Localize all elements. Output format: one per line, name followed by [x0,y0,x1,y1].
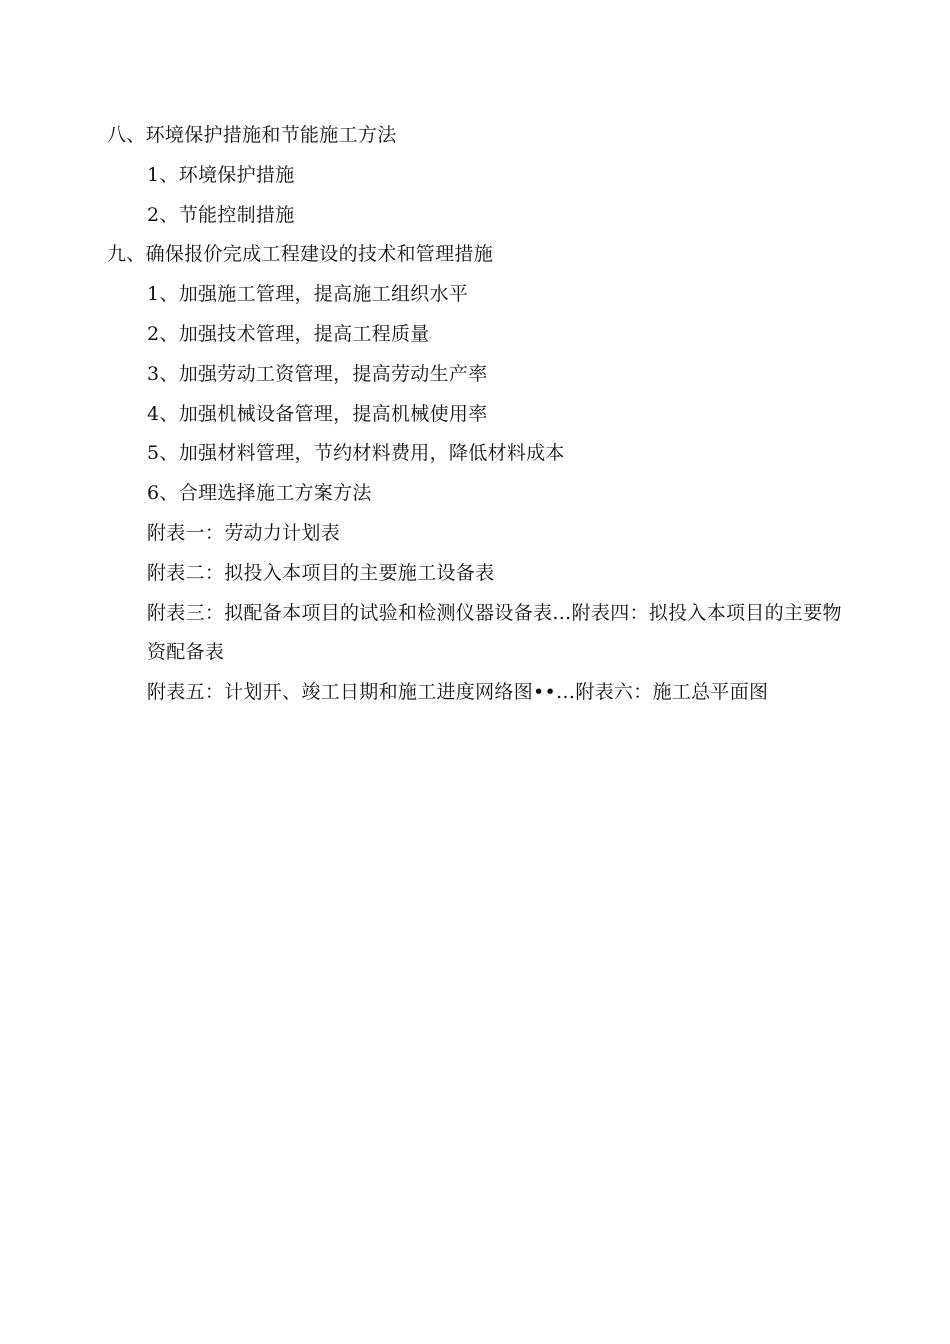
toc-item: 1、加强施工管理，提高施工组织水平 [147,283,469,306]
toc-appendix-3-4: 附表三：拟配备本项目的试验和检测仪器设备表…附表四：拟投入本项目的主要物资配备表 [147,601,842,664]
toc-item: 6、合理选择施工方案方法 [147,482,372,505]
toc-item: 2、加强技术管理，提高工程质量 [147,322,430,345]
toc-item: 5、加强材料管理，节约材料费用，降低材料成本 [147,442,565,465]
toc-appendix-2: 附表二：拟投入本项目的主要施工设备表 [147,561,495,584]
toc-item: 3、加强劳动工资管理，提高劳动生产率 [147,362,488,385]
toc-heading-9: 九、确保报价完成工程建设的技术和管理措施 [107,243,494,266]
toc-item: 2、节能控制措施 [147,203,295,226]
toc-appendix-5-6: 附表五：计划开、竣工日期和施工进度网络图••…附表六：施工总平面图 [147,681,769,704]
toc-appendix-1: 附表一：劳动力计划表 [147,521,341,544]
toc-item: 1、环境保护措施 [147,163,295,186]
toc-item: 4、加强机械设备管理，提高机械使用率 [147,402,488,425]
table-of-contents [107,116,857,713]
toc-heading-8: 八、环境保护措施和节能施工方法 [107,124,397,146]
